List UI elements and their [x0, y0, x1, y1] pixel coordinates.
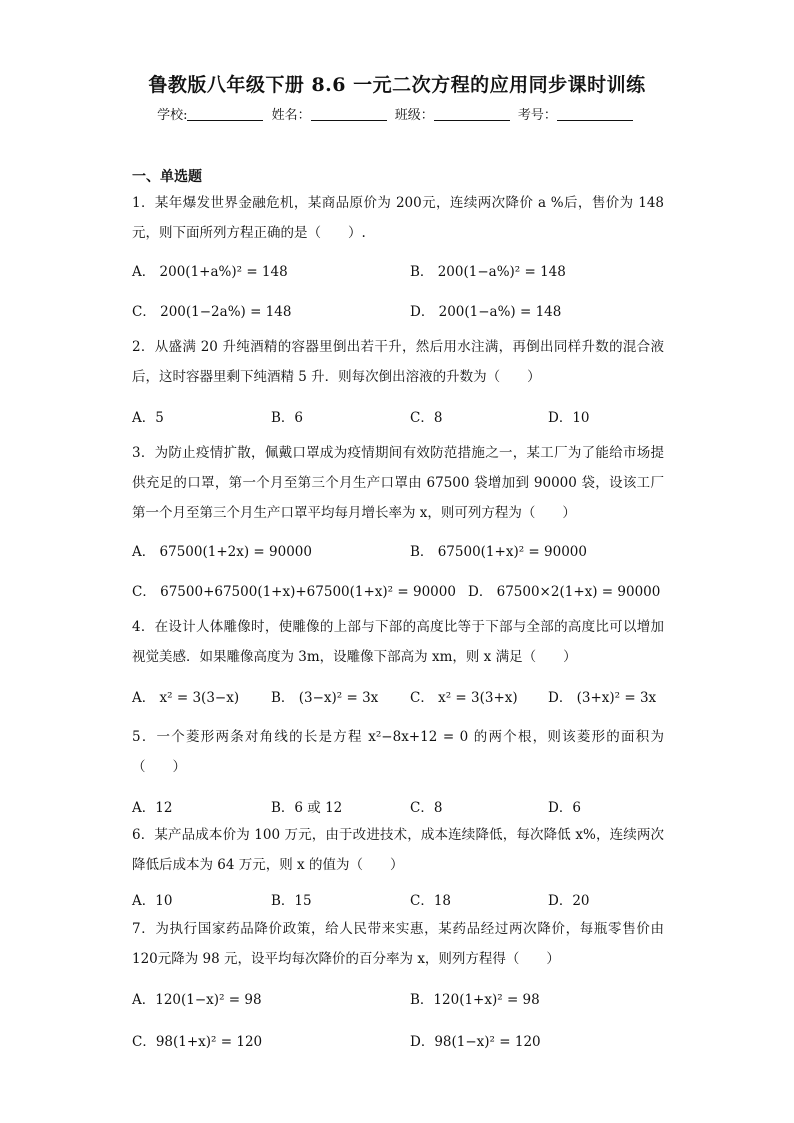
section-heading: 一、单选题 — [132, 169, 202, 185]
q2-option-a[interactable]: A．5 — [132, 410, 164, 426]
q5-option-d[interactable]: D．6 — [548, 800, 581, 816]
q4-option-d[interactable]: D． (3+x)² = 3x — [548, 690, 657, 706]
question-3-stem: 3．为防止疫情扩散，佩戴口罩成为疫情期间有效防范措施之一，某工厂为了能给市场提供充足的口罩，第一个月至第三个月生产口罩由 67500 袋增加到 90000 袋，设该工厂第一个月至第三个月生产口罩平均每月增长率为 x，则可列方程为（ ） — [132, 445, 664, 521]
name-label: 姓名： — [271, 108, 311, 123]
class-label: 班级： — [394, 108, 434, 123]
q3-option-a[interactable]: A． 67500(1+2x) = 90000 — [132, 544, 312, 560]
question-2-stem: 2．从盛满 20 升纯酒精的容器里倒出若干升，然后用水注满，再倒出同样升数的混合液后，这时容器里剩下纯酒精 5 升．则每次倒出溶液的升数为（ ） — [132, 339, 664, 385]
q3-option-b[interactable]: B． 67500(1+x)² = 90000 — [410, 544, 587, 560]
q7-option-a[interactable]: A．120(1−x)² = 98 — [132, 992, 262, 1008]
q5-option-b[interactable]: B．6 或 12 — [271, 800, 343, 816]
exam-no-label: 考号： — [517, 108, 557, 123]
q4-option-c[interactable]: C． x² = 3(3+x) — [410, 690, 518, 706]
q6-option-d[interactable]: D．20 — [548, 893, 590, 909]
question-5-stem: 5．一个菱形两条对角线的长是方程 x²−8x+12 = 0 的两个根，则该菱形的面积为（ ） — [132, 729, 664, 775]
question-7-stem: 7．为执行国家药品降价政策，给人民带来实惠，某药品经过两次降价，每瓶零售价由 120元降为 98 元，设平均每次降价的百分率为 x，则列方程得（ ） — [132, 921, 664, 967]
q2-option-c[interactable]: C．8 — [410, 410, 443, 426]
q7-option-d[interactable]: D．98(1−x)² = 120 — [410, 1034, 541, 1050]
name-blank[interactable] — [311, 108, 387, 121]
question-6-stem: 6．某产品成本价为 100 万元，由于改进技术，成本连续降低，每次降低 x%，连续两次降低后成本为 64 万元，则 x 的值为（ ） — [132, 827, 664, 873]
q6-option-c[interactable]: C．18 — [410, 893, 452, 909]
q1-option-b[interactable]: B． 200(1−a%)² = 148 — [410, 264, 566, 280]
q1-option-a[interactable]: A． 200(1+a%)² = 148 — [132, 264, 288, 280]
exam-no-blank[interactable] — [557, 108, 633, 121]
q7-option-c[interactable]: C．98(1+x)² = 120 — [132, 1034, 263, 1050]
class-blank[interactable] — [434, 108, 510, 121]
q5-option-c[interactable]: C．8 — [410, 800, 443, 816]
q3-option-c[interactable]: C． 67500+67500(1+x)+67500(1+x)² = 90000 — [132, 584, 456, 600]
q2-option-b[interactable]: B．6 — [271, 410, 304, 426]
question-1-stem: 1．某年爆发世界金融危机，某商品原价为 200元，连续两次降价 a %后，售价为 148元，则下面所列方程正确的是（ ）. — [132, 195, 664, 241]
q5-option-a[interactable]: A．12 — [132, 800, 173, 816]
q4-option-a[interactable]: A． x² = 3(3−x) — [132, 690, 240, 706]
school-label: 学校: — [157, 108, 188, 123]
q2-option-d[interactable]: D．10 — [548, 410, 590, 426]
q6-option-b[interactable]: B．15 — [271, 893, 312, 909]
q7-option-b[interactable]: B．120(1+x)² = 98 — [410, 992, 540, 1008]
page-title: 鲁教版八年级下册 8.6 一元二次方程的应用同步课时训练 — [148, 74, 646, 96]
school-blank[interactable] — [187, 108, 263, 121]
q4-option-b[interactable]: B． (3−x)² = 3x — [271, 690, 379, 706]
question-4-stem: 4．在设计人体雕像时，使雕像的上部与下部的高度比等于下部与全部的高度比可以增加视觉美感．如果雕像高度为 3m，设雕像下部高为 xm，则 x 满足（ ） — [132, 619, 664, 665]
q3-option-d[interactable]: D． 67500×2(1+x) = 90000 — [468, 584, 661, 600]
q6-option-a[interactable]: A．10 — [132, 893, 173, 909]
q1-option-d[interactable]: D． 200(1−a%) = 148 — [410, 304, 562, 320]
student-info-line — [0, 104, 794, 123]
q1-option-c[interactable]: C． 200(1−2a%) = 148 — [132, 304, 292, 320]
